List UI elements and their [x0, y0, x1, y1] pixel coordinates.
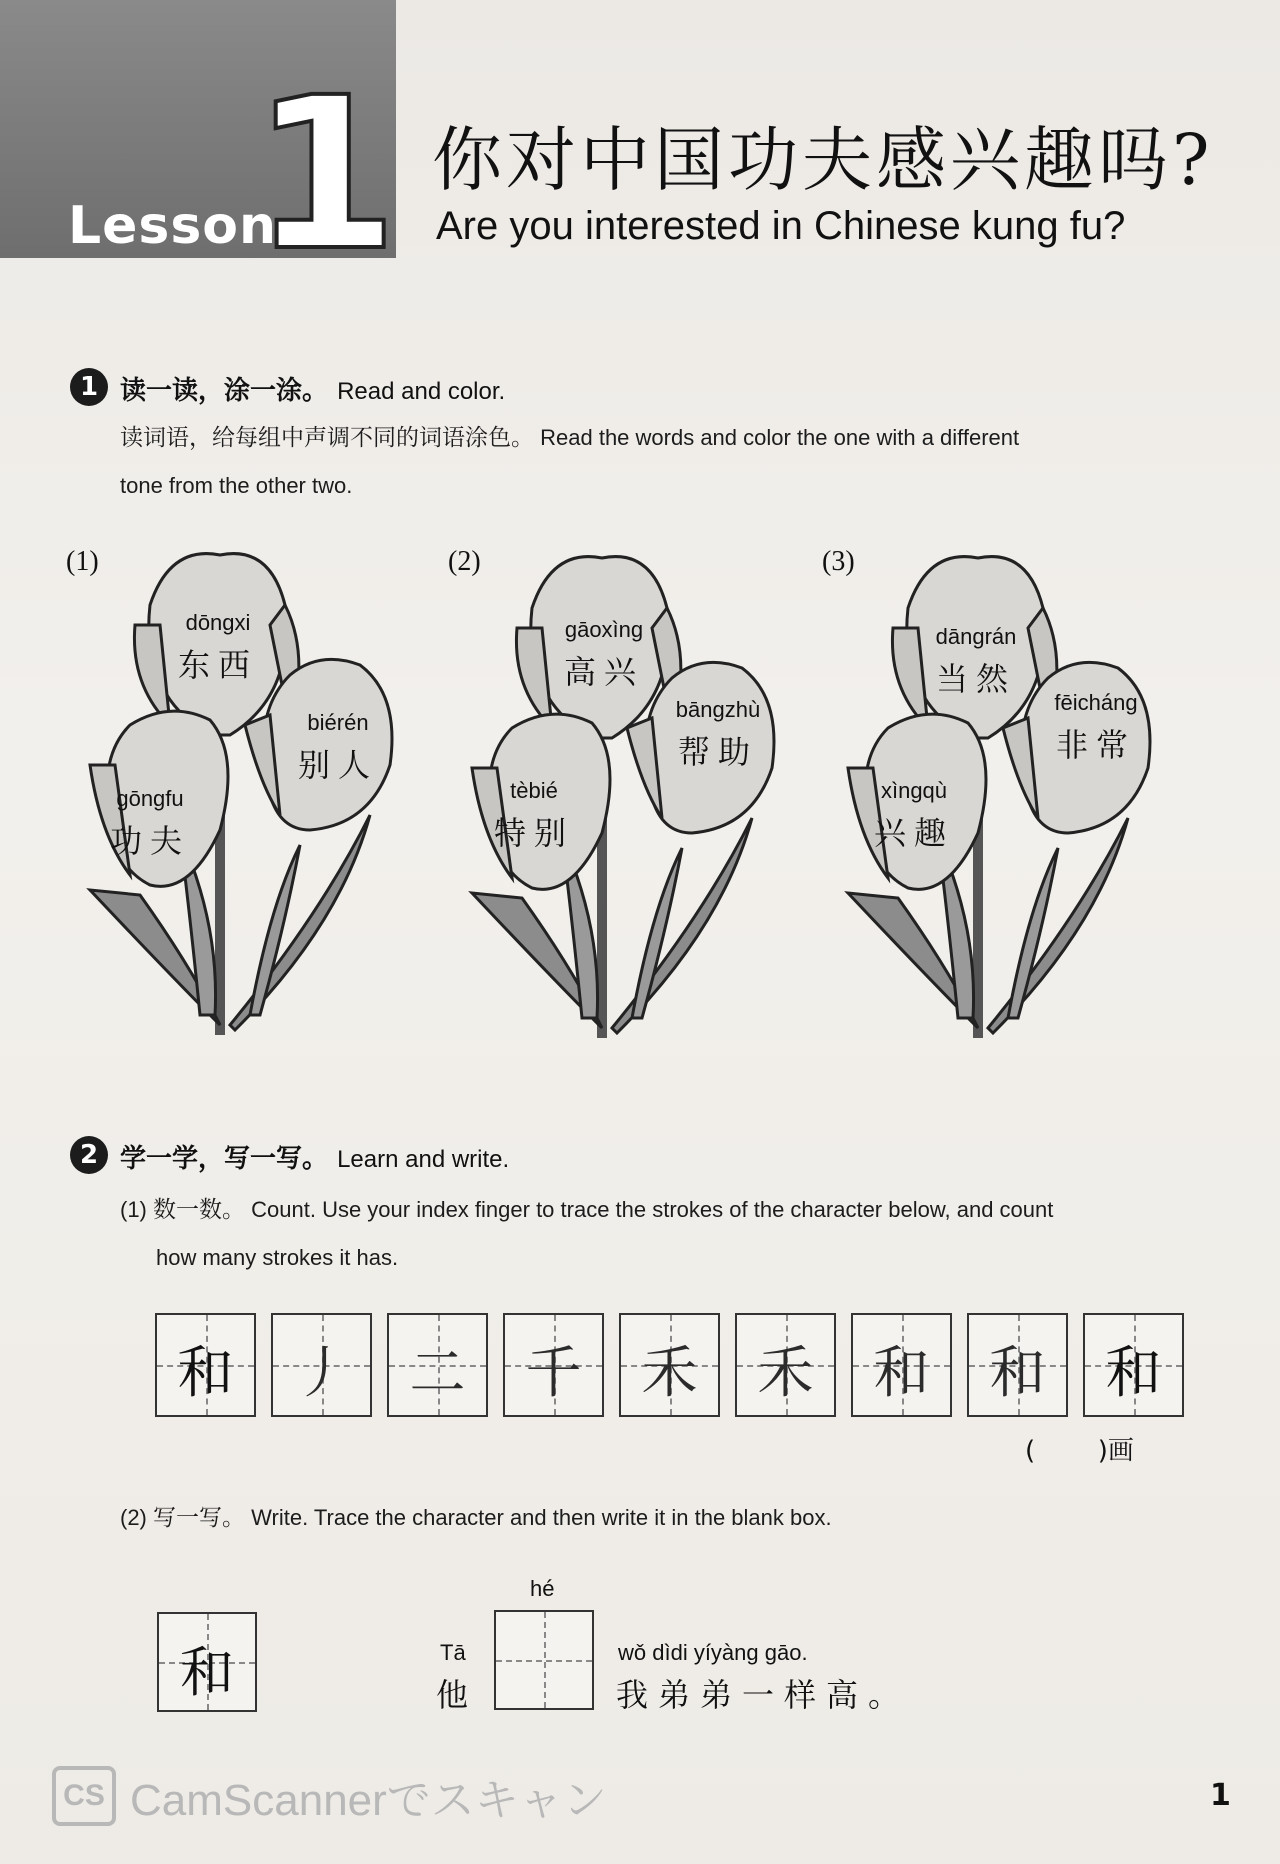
title-english: Are you interested in Chinese kung fu?	[436, 204, 1126, 248]
stroke-cell-char: 和	[177, 1341, 234, 1406]
part-1-en-2: how many strokes it has.	[156, 1245, 399, 1270]
word-2-3-pinyin: tèbié	[510, 778, 558, 803]
stroke-cell-char: 禾	[757, 1341, 814, 1406]
count-close-paren: )画	[1097, 1436, 1134, 1466]
part-1-zh: 数一数。	[153, 1197, 246, 1223]
lesson-number: 1	[252, 52, 399, 297]
stroke-cell-char: 千	[525, 1341, 582, 1406]
section-2-number: 2	[70, 1136, 108, 1174]
section-2-part-1-instruction	[120, 1186, 1180, 1281]
word-3-1-hanzi[interactable]: 当然	[935, 660, 1016, 698]
section-2-part-2-instruction	[120, 1494, 1180, 1542]
word-1-2-hanzi[interactable]: 别人	[297, 746, 378, 784]
watermark-text: CamScannerでスキャン	[130, 1776, 607, 1825]
word-2-1-hanzi[interactable]: 高兴	[563, 653, 644, 691]
part-1-en-1: Count. Use your index finger to trace the strokes of the character below, and count	[251, 1197, 1054, 1222]
section-1-heading-en: Read and color.	[337, 378, 506, 405]
stroke-order-grid	[155, 1313, 1184, 1417]
stroke-cell	[503, 1313, 604, 1417]
stroke-cell	[967, 1313, 1068, 1417]
stroke-cell	[155, 1313, 256, 1417]
camscanner-watermark	[52, 1764, 607, 1828]
word-3-1-pinyin: dāngrán	[935, 624, 1017, 649]
stroke-cell-char: 和	[1105, 1341, 1162, 1406]
word-2-3-hanzi[interactable]: 特别	[493, 814, 574, 852]
part-2-zh: 写一写。	[153, 1505, 246, 1531]
lesson-banner	[0, 0, 399, 297]
stroke-cell	[1083, 1313, 1184, 1417]
stroke-cell-char: 丿	[293, 1341, 350, 1406]
sentence-pinyin-ta: Tā	[440, 1640, 466, 1665]
section-1-instruction-en-1: Read the words and color the one with a different	[540, 425, 1020, 450]
part-2-label: (2)	[120, 1505, 147, 1530]
group-3-label: (3)	[822, 546, 855, 577]
word-1-3-pinyin: gōngfu	[116, 786, 184, 811]
word-2-2-hanzi[interactable]: 帮助	[677, 733, 758, 771]
word-3-3-hanzi[interactable]: 兴趣	[873, 814, 954, 852]
stroke-count-answer	[1025, 1430, 1134, 1467]
camscanner-logo-icon: CS	[52, 1766, 116, 1826]
word-2-2-pinyin: bāngzhù	[675, 697, 761, 722]
word-3-2-pinyin: fēicháng	[1054, 690, 1138, 715]
blank-write-box[interactable]	[494, 1610, 594, 1710]
section-2-heading-en: Learn and write.	[337, 1146, 510, 1173]
word-1-2-pinyin: biérén	[307, 710, 369, 735]
word-3-3-pinyin: xìngqù	[880, 778, 948, 803]
stroke-cell-char: 禾	[641, 1341, 698, 1406]
section-2-heading-zh: 学一学，写一写。	[120, 1144, 329, 1174]
stroke-cell	[271, 1313, 372, 1417]
sentence-pinyin-rest: wǒ dìdi yíyàng gāo.	[618, 1640, 808, 1665]
stroke-cell	[619, 1313, 720, 1417]
sentence-hanzi-rest: 我弟弟一样高。	[616, 1676, 911, 1714]
section-1-heading-zh: 读一读，涂一涂。	[120, 376, 329, 406]
part-2-en: Write. Trace the character and then write it in the blank box.	[251, 1505, 832, 1530]
part-1-label: (1)	[120, 1197, 147, 1222]
title-chinese: 你对中国功夫感兴趣吗?	[432, 119, 1214, 201]
stroke-cell-char: 和	[989, 1341, 1046, 1406]
word-3-2-hanzi[interactable]: 非常	[1055, 726, 1136, 764]
page-number: 1	[1210, 1778, 1231, 1813]
sentence-pinyin-blank: hé	[530, 1576, 555, 1601]
lesson-word: Lesson	[68, 196, 278, 256]
trace-character-box[interactable]	[157, 1612, 257, 1712]
group-1-label: (1)	[66, 546, 99, 577]
stroke-cell-char: 二	[409, 1341, 466, 1406]
count-open-paren: (	[1025, 1436, 1036, 1466]
trace-character: 和	[180, 1641, 234, 1704]
stroke-cell-char: 和	[873, 1341, 930, 1406]
stroke-cell	[387, 1313, 488, 1417]
section-1-instruction-zh: 读词语，给每组中声调不同的词语涂色。	[120, 425, 534, 451]
section-1-instruction	[120, 414, 1180, 509]
word-1-1-pinyin: dōngxi	[185, 610, 251, 635]
word-1-3-hanzi[interactable]: 功夫	[109, 822, 190, 860]
section-1-number: 1	[70, 368, 108, 406]
word-1-1-hanzi[interactable]: 东西	[177, 646, 258, 684]
section-1-instruction-en-2: tone from the other two.	[120, 473, 353, 498]
group-2-label: (2)	[448, 546, 481, 577]
section-1-heading	[120, 370, 505, 407]
stroke-cell	[851, 1313, 952, 1417]
stroke-cell	[735, 1313, 836, 1417]
section-2-heading	[120, 1138, 509, 1175]
word-2-1-pinyin: gāoxìng	[564, 617, 644, 642]
sentence-hanzi-ta: 他	[436, 1676, 479, 1714]
